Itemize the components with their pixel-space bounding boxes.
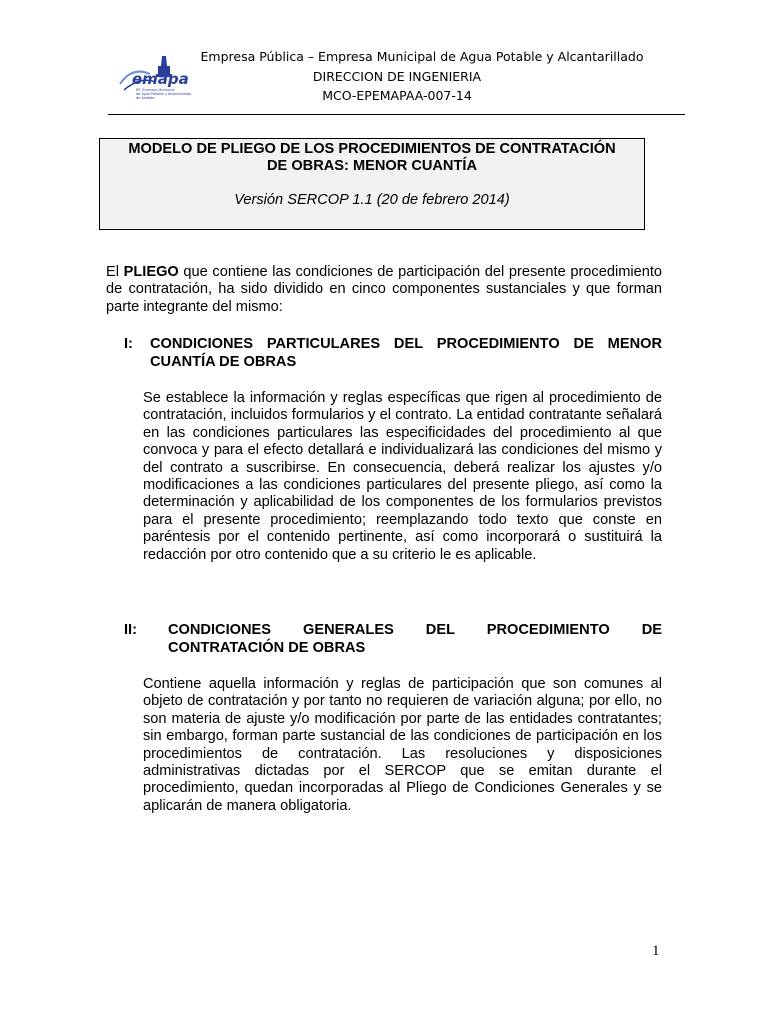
svg-text:de Agua Potable y Alcantarilla: de Agua Potable y Alcantarillado bbox=[136, 92, 192, 96]
company-name: Empresa Pública – Empresa Municipal de Agua Potable y Alcantarillado bbox=[200, 49, 644, 64]
svg-text:emapa: emapa bbox=[132, 70, 189, 88]
intro-text: que contiene las condiciones de participación del presente procedimiento de contratación, ha sido dividido en cinco componentes sustanciales y que forman parte integrante del mismo: bbox=[106, 264, 662, 315]
svg-text:EP- Empresa Municipal: EP- Empresa Municipal bbox=[136, 88, 175, 92]
header-divider bbox=[108, 114, 685, 115]
header-text bbox=[200, 47, 644, 106]
section-body-2: Contiene aquella información y reglas de participación que son comunes al objeto de contratación y por tanto no requieren de variación alguna; por ello, no son materia de ajuste y/o modificación por parte de las entidades contratantes; sin embargo, forman parte sustancial de las condiciones de participación en los procedimientos de contratación. Las resoluciones y disposiciones administrativas dictadas por el SERCOP que se emitan durante el procedimiento, quedan incorporadas al Pliego de Condiciones Generales y se aplicarán de manera obligatoria. bbox=[143, 676, 662, 814]
department-name: DIRECCION DE INGENIERIA bbox=[312, 68, 482, 84]
document-code: MCO-EPEMAPAA-007-14 bbox=[322, 88, 472, 103]
intro-prefix: El bbox=[106, 264, 124, 280]
section-heading-2 bbox=[124, 622, 662, 657]
section-number-2: II: bbox=[124, 622, 137, 638]
version-label: Versión SERCOP 1.1 (20 de febrero 2014) bbox=[234, 192, 510, 208]
section-number-1: I: bbox=[124, 336, 133, 352]
intro-bold-word: PLIEGO bbox=[123, 264, 179, 280]
document-header bbox=[0, 0, 768, 116]
intro-paragraph bbox=[106, 264, 662, 316]
title-box bbox=[99, 138, 645, 230]
section-title-1: CONDICIONES PARTICULARES DEL PROCEDIMIENTO DE MENOR CUANTÍA DE OBRAS bbox=[150, 336, 662, 370]
document-title: MODELO DE PLIEGO DE LOS PROCEDIMIENTOS DE CONTRATACIÓN DE OBRAS: MENOR CUANTÍA bbox=[128, 141, 616, 174]
svg-text:de Ambato: de Ambato bbox=[136, 96, 155, 100]
section-heading-1 bbox=[124, 336, 662, 371]
section-body-1: Se establece la información y reglas específicas que rigen al procedimiento de contratación, incluidos formularios y el contrato. La entidad contratante señalará en las condiciones particulares las especificidades del procedimiento al que convoca y para el efecto detallará e individualizará las condiciones del mismo y del contrato a suscribirse. En consecuencia, deberá realizar los ajustes y/o modificaciones a las condiciones particulares del presente pliego, así como la determinación y aplicabilidad de los componentes de los formularios previstos para el presente procedimiento; reemplazando todo texto que conste en paréntesis por el contenido pertinente, así como incorporará o sustituirá la redacción por otro contenido que a su criterio le es aplicable. bbox=[143, 390, 662, 563]
page-number: 1 bbox=[652, 943, 660, 959]
section-title-2: CONDICIONES GENERALES DEL PROCEDIMIENTO DE CONTRATACIÓN DE OBRAS bbox=[168, 622, 662, 656]
